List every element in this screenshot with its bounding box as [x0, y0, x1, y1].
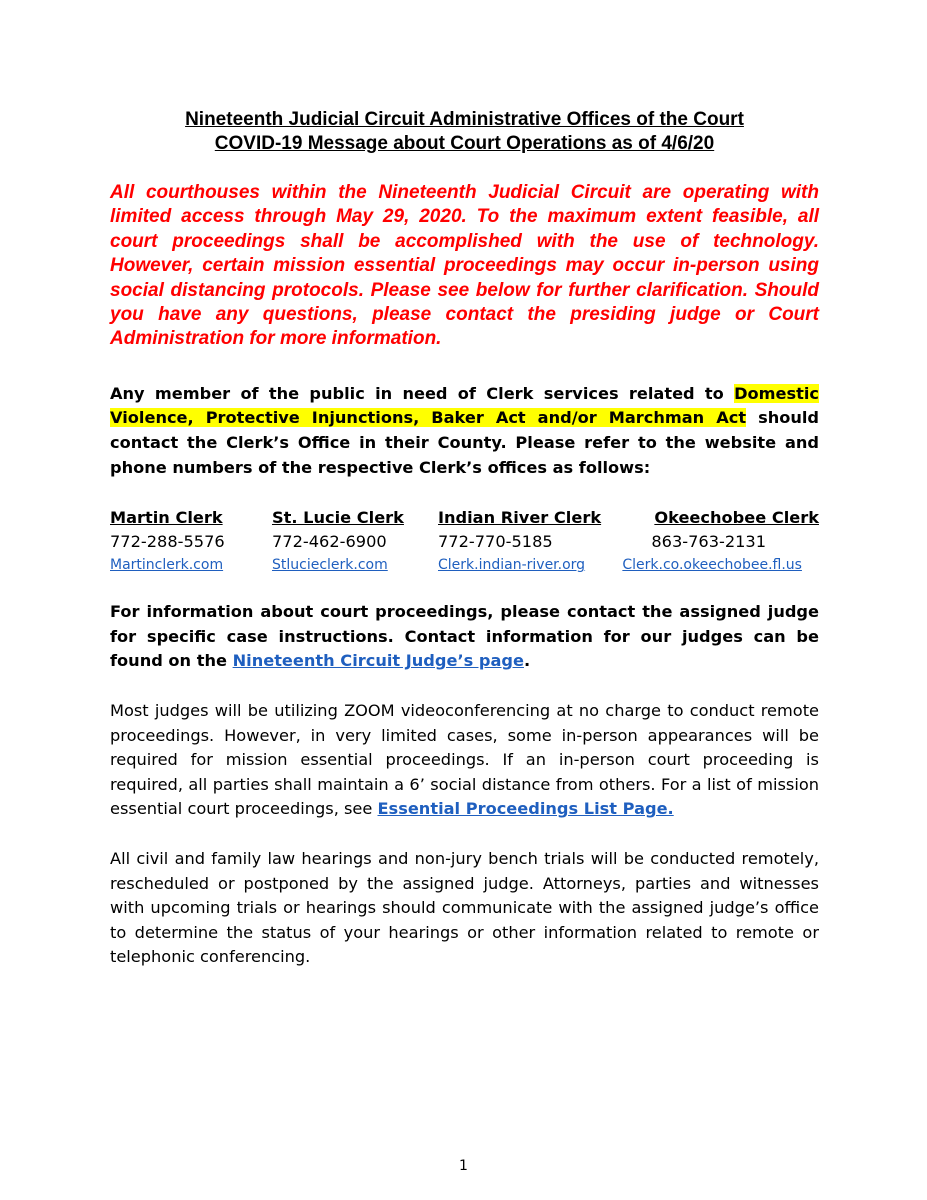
public-paragraph-intro: Any member of the public in need of Clerk services related to [110, 383, 735, 403]
clerk-website-link[interactable]: Stlucieclerk.com [272, 557, 388, 574]
court-proceedings-info-paragraph [110, 600, 819, 674]
clerk-website-link[interactable]: Martinclerk.com [110, 557, 224, 574]
page-number: 1 [459, 1158, 468, 1174]
public-clerk-services-paragraph [110, 382, 819, 480]
clerk-website-link[interactable]: Clerk.co.okeechobee.fl.us [622, 557, 802, 574]
zoom-paragraph-text: Most judges will be utilizing ZOOM videoconferencing at no charge to conduct remote proceedings. However, in very limited cases, some in-person appearances will be required for mission essential proceedings. If an in-person court proceeding is required, all parties shall maintain a 6’ social distance from others. For a list of mission essential court proceedings, see [110, 701, 819, 819]
highlighted-services: Domestic Violence, Protective Injunctions, Baker Act and/or Marchman Act [110, 383, 819, 428]
clerk-website-link[interactable]: Clerk.indian-river.org [438, 557, 586, 574]
document-page [110, 108, 819, 970]
clerk-st-lucie [272, 506, 404, 576]
clerk-phone: 863-763-2131 [651, 532, 767, 552]
clerk-phone: 772-288-5576 [110, 532, 225, 552]
clerk-martin [110, 506, 225, 576]
info-paragraph-end: . [523, 651, 531, 671]
clerk-okeechobee [622, 506, 819, 576]
covid-alert-notice: All courthouses within the Nineteenth Judicial Circuit are operating with limited access through May 29, 2020. To the maximum extent feasible, all court proceedings shall be accomplished with the use of technology. However, certain mission essential proceedings may occur in-person using social distancing protocols. Please see below for further clarification. Should you have any questions, please contact the presiding judge or Court Administration for more information. [110, 182, 819, 350]
info-paragraph-text: For information about court proceedings, please contact the assigned judge for specific case instructions. Contact information for our judges can be found on the [110, 602, 819, 671]
public-paragraph-rest: should contact the Clerk’s Office in their County. Please refer to the website and phone numbers of the respective Clerk’s offices as follows: [110, 408, 820, 477]
document-title-line2: COVID-19 Message about Court Operations as of 4/6/20 [214, 133, 715, 154]
clerk-name: Okeechobee Clerk [654, 508, 819, 528]
clerk-directory [110, 506, 819, 588]
clerk-indian-river [438, 506, 601, 576]
essential-proceedings-link[interactable]: Essential Proceedings List Page. [377, 799, 674, 819]
clerk-phone: 772-770-5185 [438, 532, 553, 552]
clerk-phone: 772-462-6900 [272, 532, 387, 552]
clerk-name: Indian River Clerk [438, 508, 602, 528]
document-title-line1: Nineteenth Judicial Circuit Administrative Offices of the Court [185, 109, 744, 130]
civil-family-hearings-paragraph: All civil and family law hearings and non-jury bench trials will be conducted remotely, rescheduled or postponed by the assigned judge. Attorneys, parties and witnesses with upcoming trials or hearings should communicate with the assigned judge’s office to determine the status of your hearings or other information related to remote or telephonic conferencing. [110, 848, 819, 967]
clerk-name: Martin Clerk [110, 508, 223, 528]
clerk-name: St. Lucie Clerk [272, 508, 404, 528]
zoom-proceedings-paragraph [110, 699, 819, 822]
judges-page-link[interactable]: Nineteenth Circuit Judge’s page [232, 651, 524, 671]
